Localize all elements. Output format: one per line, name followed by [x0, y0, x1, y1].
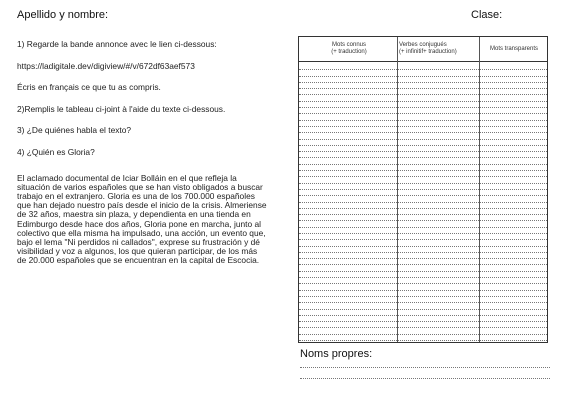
answer-line[interactable]	[299, 139, 547, 140]
table-header-row	[299, 37, 547, 62]
answer-line[interactable]	[299, 151, 547, 152]
answer-line[interactable]	[299, 120, 547, 121]
question-1-instruction: Écris en français ce que tu as compris.	[17, 82, 161, 93]
question-1: 1) Regarde la bande annonce avec le lien ci-dessous:	[17, 39, 217, 49]
answer-line[interactable]	[299, 202, 547, 203]
class-label: Clase:	[471, 9, 503, 21]
answer-line[interactable]	[299, 283, 547, 284]
answer-line[interactable]	[299, 277, 547, 278]
answer-line[interactable]	[299, 309, 547, 310]
video-link: https://ladigitale.dev/digiview/#/v/672df63aef573	[17, 60, 195, 71]
answer-line[interactable]	[299, 290, 547, 291]
answer-line[interactable]	[299, 315, 547, 316]
answer-line[interactable]	[299, 76, 547, 77]
answer-line[interactable]	[299, 214, 547, 215]
proper-nouns-label: Noms propres:	[300, 348, 373, 360]
header-conjugated-verbs-note: (+ infinitif+ traduction)	[399, 49, 457, 55]
answer-line[interactable]	[299, 264, 547, 265]
answer-line[interactable]	[299, 88, 547, 89]
answer-line[interactable]	[299, 252, 547, 253]
header-conjugated-verbs-title: Verbes conjugués	[399, 42, 447, 48]
answer-line[interactable]	[299, 82, 547, 83]
answer-line[interactable]	[299, 101, 547, 102]
answer-line[interactable]	[299, 340, 547, 341]
answer-line[interactable]	[299, 157, 547, 158]
answer-line[interactable]	[299, 302, 547, 303]
question-2: 2)Remplis le tableau ci-joint à l'aide du texte ci-dessous.	[17, 103, 226, 114]
answer-line[interactable]	[299, 195, 547, 196]
answer-line[interactable]	[299, 246, 547, 247]
name-label: Apellido y nombre:	[17, 9, 109, 21]
answer-line[interactable]	[299, 321, 547, 322]
answer-line[interactable]	[299, 189, 547, 190]
answer-line[interactable]	[299, 220, 547, 221]
answer-line[interactable]	[299, 239, 547, 240]
answer-line[interactable]	[299, 107, 547, 108]
vocabulary-table	[298, 36, 548, 343]
answer-line[interactable]	[299, 327, 547, 328]
answer-line[interactable]	[299, 69, 547, 70]
answer-line[interactable]	[299, 145, 547, 146]
answer-line[interactable]	[299, 113, 547, 114]
question-3: 3) ¿De quiénes habla el texto?	[17, 125, 132, 136]
question-4: 4) ¿Quién es Gloria?	[17, 146, 95, 157]
answer-line[interactable]	[299, 183, 547, 184]
answer-line[interactable]	[299, 176, 547, 177]
answer-line[interactable]	[299, 233, 547, 234]
header-transparent-words-title: Mots transparents	[489, 45, 539, 52]
answer-line[interactable]	[299, 227, 547, 228]
answer-line[interactable]	[299, 258, 547, 259]
header-conjugated-verbs	[399, 37, 479, 61]
answer-line[interactable]	[299, 271, 547, 272]
answer-line[interactable]	[299, 126, 547, 127]
answer-line[interactable]	[299, 94, 547, 95]
proper-nouns-line[interactable]	[300, 367, 550, 368]
answer-line[interactable]	[299, 334, 547, 335]
answer-line[interactable]	[299, 170, 547, 171]
answer-line[interactable]	[299, 296, 547, 297]
header-known-words	[303, 37, 395, 61]
header-known-words-note: (+ traduction)	[331, 49, 367, 55]
header-transparent-words	[481, 37, 547, 61]
reading-passage: El aclamado documental de Iciar Bolláin en el que refleja la situación de varios españoles que se han visto obligados a buscar trabajo en el extranjero. Gloria es una de los 700.000 españoles que han dejado nuestro país desde el inicio de la crisis. Almeriense de 32 años, maestra sin plaza, y dependienta en una tienda en Edimburgo desde hace dos años, Gloria pone en marcha, junto al colectivo que ella misma ha impulsado, una acción, un evento que, bajo el lema "Ni perdidos ni callados", exprese su frustración y dé visibilidad y voz a algunos, los que quieran participar, de los más de 20.000 españoles que se encuentran en la capital de Escocia.	[17, 172, 267, 266]
proper-nouns-line[interactable]	[300, 378, 550, 379]
instructions-column	[17, 40, 267, 266]
answer-line[interactable]	[299, 164, 547, 165]
header-known-words-title: Mots connus	[331, 42, 367, 48]
answer-line[interactable]	[299, 132, 547, 133]
answer-line[interactable]	[299, 208, 547, 209]
